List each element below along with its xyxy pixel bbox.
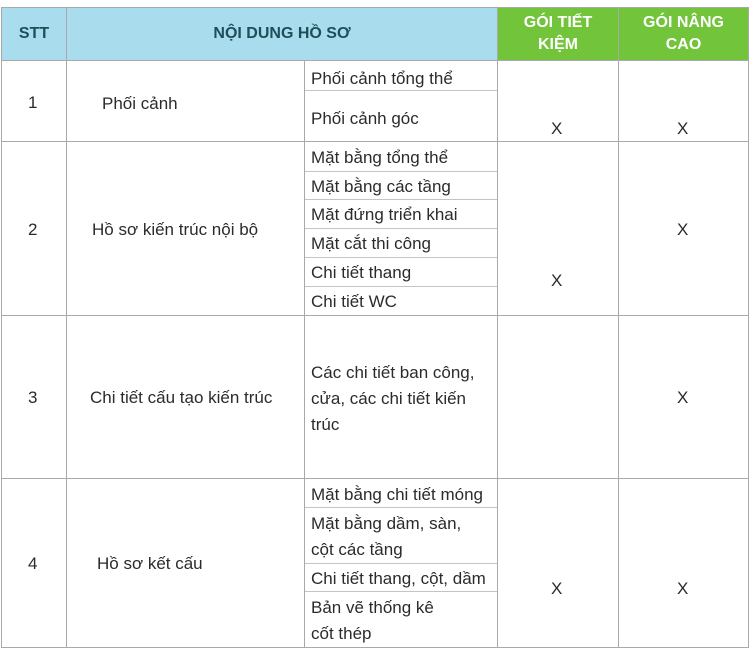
row-2-item: Mặt bằng tổng thể [311,148,449,167]
row-1-item: Phối cảnh góc [311,109,419,128]
row-divider-2 [1,315,749,316]
col-divider-basic [618,7,619,648]
header-advanced-package [619,8,748,60]
row-4-item: cốt thép [311,624,372,643]
row-3-category: Chi tiết cấu tạo kiến trúc [90,388,273,407]
row-2-stt: 2 [28,220,38,239]
row-3-item-line: cửa, các chi tiết kiến [311,389,467,408]
row-4-advanced-mark: X [677,579,689,598]
row-4-item: Mặt bằng dầm, sàn, [311,514,462,533]
row-1-advanced-mark: X [677,119,689,138]
row-1-basic-mark: X [551,119,563,138]
row-4-item: cột các tầng [311,540,403,559]
row-3-stt: 3 [28,388,38,407]
row-2-category: Hồ sơ kiến trúc nội bộ [92,220,259,239]
row-2-item: Chi tiết thang [311,263,412,282]
header-stt [2,8,66,60]
row-4-item: Mặt bằng chi tiết móng [311,485,483,504]
col-divider-stt [66,7,67,648]
header-content [67,8,497,60]
header-basic-line2: KIỆM [538,36,578,53]
header-stt-label: STT [18,25,50,42]
row-1-category: Phối cảnh [102,94,178,113]
header-content-label: NỘI DUNG HỒ SƠ [213,25,351,42]
row-2-basic-mark: X [551,271,563,290]
col-divider-content [497,7,498,648]
row-4-stt: 4 [28,554,38,573]
row-2-item: Mặt bằng các tầng [311,177,451,196]
item-divider [305,286,497,287]
item-divider [305,228,497,229]
table-border-bottom [1,647,749,648]
table-border-header-bottom [1,60,749,61]
item-divider [305,171,497,172]
row-2-item: Chi tiết WC [311,292,397,311]
table-border-left [1,7,2,648]
header-advanced-line2: CAO [665,36,702,53]
header-advanced-line1: GÓI NÂNG [643,14,724,31]
row-divider-3 [1,478,749,479]
col-divider-category [304,61,305,648]
row-4-category: Hồ sơ kết cấu [97,554,203,573]
table-border-right [748,7,749,648]
table-border-top [1,7,749,8]
row-4-item: Chi tiết thang, cột, dầm [311,569,486,588]
item-divider [305,257,497,258]
row-1-item: Phối cảnh tổng thể [311,69,453,88]
header-basic-package [498,8,618,60]
item-divider [305,563,497,564]
row-2-item: Mặt đứng triển khai [311,205,458,224]
row-divider-1 [1,141,749,142]
row-2-advanced-mark: X [677,220,689,239]
row-3-advanced-mark: X [677,388,689,407]
header-basic-line1: GÓI TIẾT [523,14,593,31]
row-3-item-line: trúc [311,415,340,434]
row-3-item-line: Các chi tiết ban công, [311,363,475,382]
row-2-item: Mặt cắt thi công [311,234,432,253]
row-4-basic-mark: X [551,579,563,598]
row-1-stt: 1 [28,93,38,112]
row-4-item: Bản vẽ thống kê [311,598,434,617]
